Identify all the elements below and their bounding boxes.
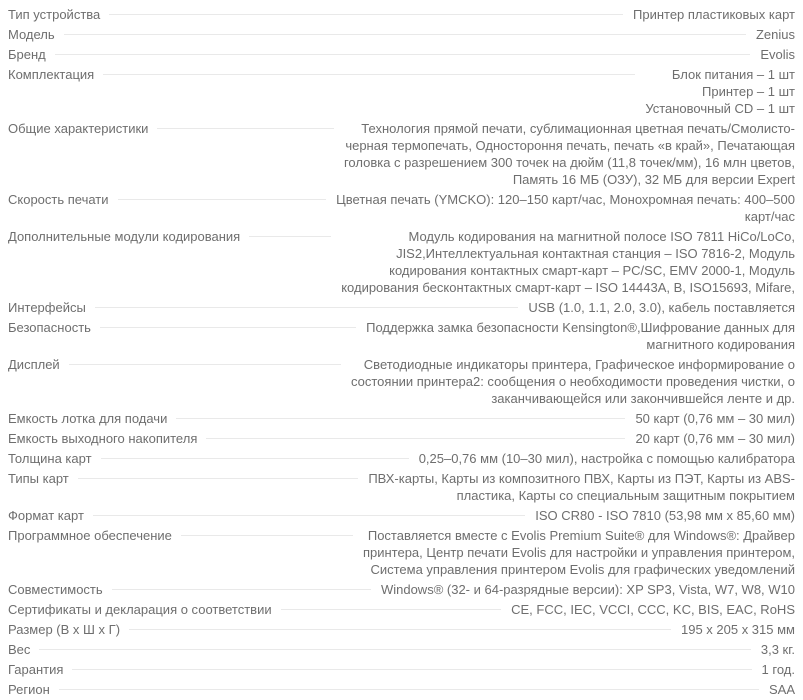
leader-line — [95, 307, 519, 308]
spec-label: Размер (В х Ш х Г) — [8, 622, 121, 637]
spec-label: Емкость выходного накопителя — [8, 431, 198, 446]
spec-label: Дисплей — [8, 357, 60, 372]
spec-label: Формат карт — [8, 508, 84, 523]
spec-value-line: карт/час — [744, 209, 795, 224]
spec-label: Общие характеристики — [8, 121, 149, 136]
spec-value — [351, 356, 795, 407]
spec-value — [528, 299, 795, 316]
spec-value — [635, 430, 795, 447]
spec-row — [8, 190, 795, 227]
spec-value-line: Светодиодные индикаторы принтера, Графическое информирование о — [363, 357, 795, 372]
spec-value — [341, 228, 795, 296]
spec-value — [363, 527, 795, 578]
spec-row — [8, 65, 795, 119]
spec-label: Скорость печати — [8, 192, 109, 207]
spec-value-line: USB (1.0, 1.1, 2.0, 3.0), кабель поставляется — [528, 300, 795, 315]
leader-line — [55, 54, 751, 55]
spec-row — [8, 640, 795, 660]
spec-row — [8, 449, 795, 469]
leader-line — [157, 128, 334, 129]
leader-line — [93, 515, 525, 516]
spec-row — [8, 409, 795, 429]
spec-label: Дополнительные модули кодирования — [8, 229, 241, 244]
specifications-table — [8, 5, 795, 700]
leader-line — [281, 609, 502, 610]
spec-label: Емкость лотка для подачи — [8, 411, 168, 426]
spec-value-line: Установочный CD – 1 шт — [645, 101, 795, 116]
spec-label: Толщина карт — [8, 451, 92, 466]
leader-line — [181, 535, 353, 536]
spec-label: Комплектация — [8, 67, 95, 82]
spec-row — [8, 5, 795, 25]
spec-value-line: 20 карт (0,76 мм – 30 мил) — [635, 431, 795, 446]
spec-row — [8, 45, 795, 65]
leader-line — [59, 689, 759, 690]
leader-line — [118, 199, 327, 200]
spec-value-line: 1 год. — [761, 662, 795, 677]
spec-value-line: Память 16 МБ (ОЗУ), 32 МБ для версии Expert — [512, 172, 795, 187]
leader-line — [101, 458, 409, 459]
leader-line — [72, 669, 751, 670]
spec-value — [633, 6, 795, 23]
leader-line — [64, 34, 746, 35]
spec-row — [8, 25, 795, 45]
spec-label: Типы карт — [8, 471, 69, 486]
spec-value-line: Поддержка замка безопасности Kensington®,Шифрование данных для — [366, 320, 795, 335]
spec-value-line: заканчивающейся или закончившейся ленте и др. — [491, 391, 795, 406]
spec-value-line: Поставляется вместе с Evolis Premium Suite® для Windows®: Драйвер — [367, 528, 795, 543]
spec-row — [8, 506, 795, 526]
leader-line — [112, 589, 371, 590]
spec-value — [760, 46, 795, 63]
spec-row — [8, 660, 795, 680]
spec-row — [8, 227, 795, 298]
spec-value-line: CE, FCC, IEC, VCCI, CCC, KC, BIS, EAC, RoHS — [511, 602, 795, 617]
spec-value-line: пластика, Карты со специальным защитным покрытием — [456, 488, 795, 503]
spec-row — [8, 580, 795, 600]
spec-value-line: ISO CR80 - ISO 7810 (53,98 мм x 85,60 мм) — [535, 508, 795, 523]
spec-value-line: Технология прямой печати, сублимационная цветная печать/Смолисто- — [361, 121, 795, 136]
leader-line — [69, 364, 341, 365]
leader-line — [129, 629, 671, 630]
spec-value-line: JIS2,Интеллектуальная контактная станция – ISO 7816-2, Модуль — [396, 246, 795, 261]
leader-line — [109, 14, 623, 15]
spec-row — [8, 119, 795, 190]
spec-value-line: состоянии принтера2: сообщения о необходимости проведения чистки, о — [351, 374, 795, 389]
spec-label: Регион — [8, 682, 50, 697]
spec-value — [681, 621, 795, 638]
spec-label: Гарантия — [8, 662, 64, 677]
spec-value-line: Принтер пластиковых карт — [633, 7, 795, 22]
spec-value-line: 50 карт (0,76 мм – 30 мил) — [635, 411, 795, 426]
spec-value-line: кодирования бесконтактных смарт-карт – ISO 14443A, B, ISO15693, Mifare, — [341, 280, 795, 295]
spec-value — [761, 641, 795, 658]
spec-row — [8, 469, 795, 506]
spec-row — [8, 680, 795, 700]
spec-row — [8, 620, 795, 640]
leader-line — [249, 236, 331, 237]
spec-value — [511, 601, 795, 618]
spec-value-line: 3,3 кг. — [760, 642, 795, 657]
spec-value-line: кодирования контактных смарт-карт – PC/SC, EMV 2000-1, Модуль — [389, 263, 795, 278]
spec-value-line: 0,25–0,76 мм (10–30 мил), настройка с помощью калибратора — [418, 451, 795, 466]
spec-value-line: головка с разрешением 300 точек на дюйм (11,8 точек/мм), 16 млн цветов, — [343, 155, 795, 170]
spec-value-line: принтера, Центр печати Evolis для настройки и управления принтером, — [362, 545, 795, 560]
spec-label: Тип устройства — [8, 7, 101, 22]
spec-label: Программное обеспечение — [8, 528, 172, 543]
spec-value — [535, 507, 795, 524]
spec-value — [336, 191, 795, 225]
spec-value — [769, 681, 795, 698]
spec-value — [381, 581, 795, 598]
spec-value-line: 195 x 205 x 315 мм — [680, 622, 795, 637]
spec-value — [635, 410, 795, 427]
spec-label: Модель — [8, 27, 55, 42]
spec-value-line: ПВХ-карты, Карты из композитного ПВХ, Карты из ПЭТ, Карты из ABS- — [368, 471, 795, 486]
spec-value-line: Модуль кодирования на магнитной полосе ISO 7811 HiCo/LoCo, — [408, 229, 795, 244]
spec-value — [366, 319, 795, 353]
spec-row — [8, 429, 795, 449]
leader-line — [176, 418, 625, 419]
spec-value-line: Windows® (32- и 64-разрядные версии): XP SP3, Vista, W7, W8, W10 — [380, 582, 795, 597]
leader-line — [39, 649, 750, 650]
leader-line — [103, 74, 635, 75]
spec-value — [756, 26, 795, 43]
spec-value — [762, 661, 795, 678]
spec-value-line: Цветная печать (YMCKO): 120–150 карт/час, Монохромная печать: 400–500 — [336, 192, 795, 207]
spec-label: Бренд — [8, 47, 46, 62]
spec-value-line: Принтер – 1 шт — [702, 84, 795, 99]
leader-line — [100, 327, 356, 328]
spec-value-line: SAA — [768, 682, 795, 697]
spec-label: Вес — [8, 642, 31, 657]
leader-line — [206, 438, 625, 439]
spec-label: Интерфейсы — [8, 300, 86, 315]
spec-value-line: Система управления принтером Evolis для графических уведомлений — [370, 562, 795, 577]
spec-value — [368, 470, 795, 504]
spec-label: Совместимость — [8, 582, 103, 597]
spec-label: Безопасность — [8, 320, 91, 335]
spec-row — [8, 600, 795, 620]
spec-value-line: магнитного кодирования — [646, 337, 795, 352]
spec-row — [8, 318, 795, 355]
spec-value — [344, 120, 795, 188]
spec-value-line: черная термопечать, Одностороння печать, печать «в край», Печатающая — [345, 138, 795, 153]
spec-row — [8, 526, 795, 580]
spec-value-line: Блок питания – 1 шт — [671, 67, 795, 82]
spec-value — [645, 66, 795, 117]
spec-row — [8, 298, 795, 318]
spec-value — [419, 450, 795, 467]
leader-line — [78, 478, 359, 479]
spec-row — [8, 355, 795, 409]
spec-value-line: Zenius — [755, 27, 795, 42]
spec-label: Сертификаты и декларация о соответствии — [8, 602, 272, 617]
spec-value-line: Evolis — [760, 47, 795, 62]
